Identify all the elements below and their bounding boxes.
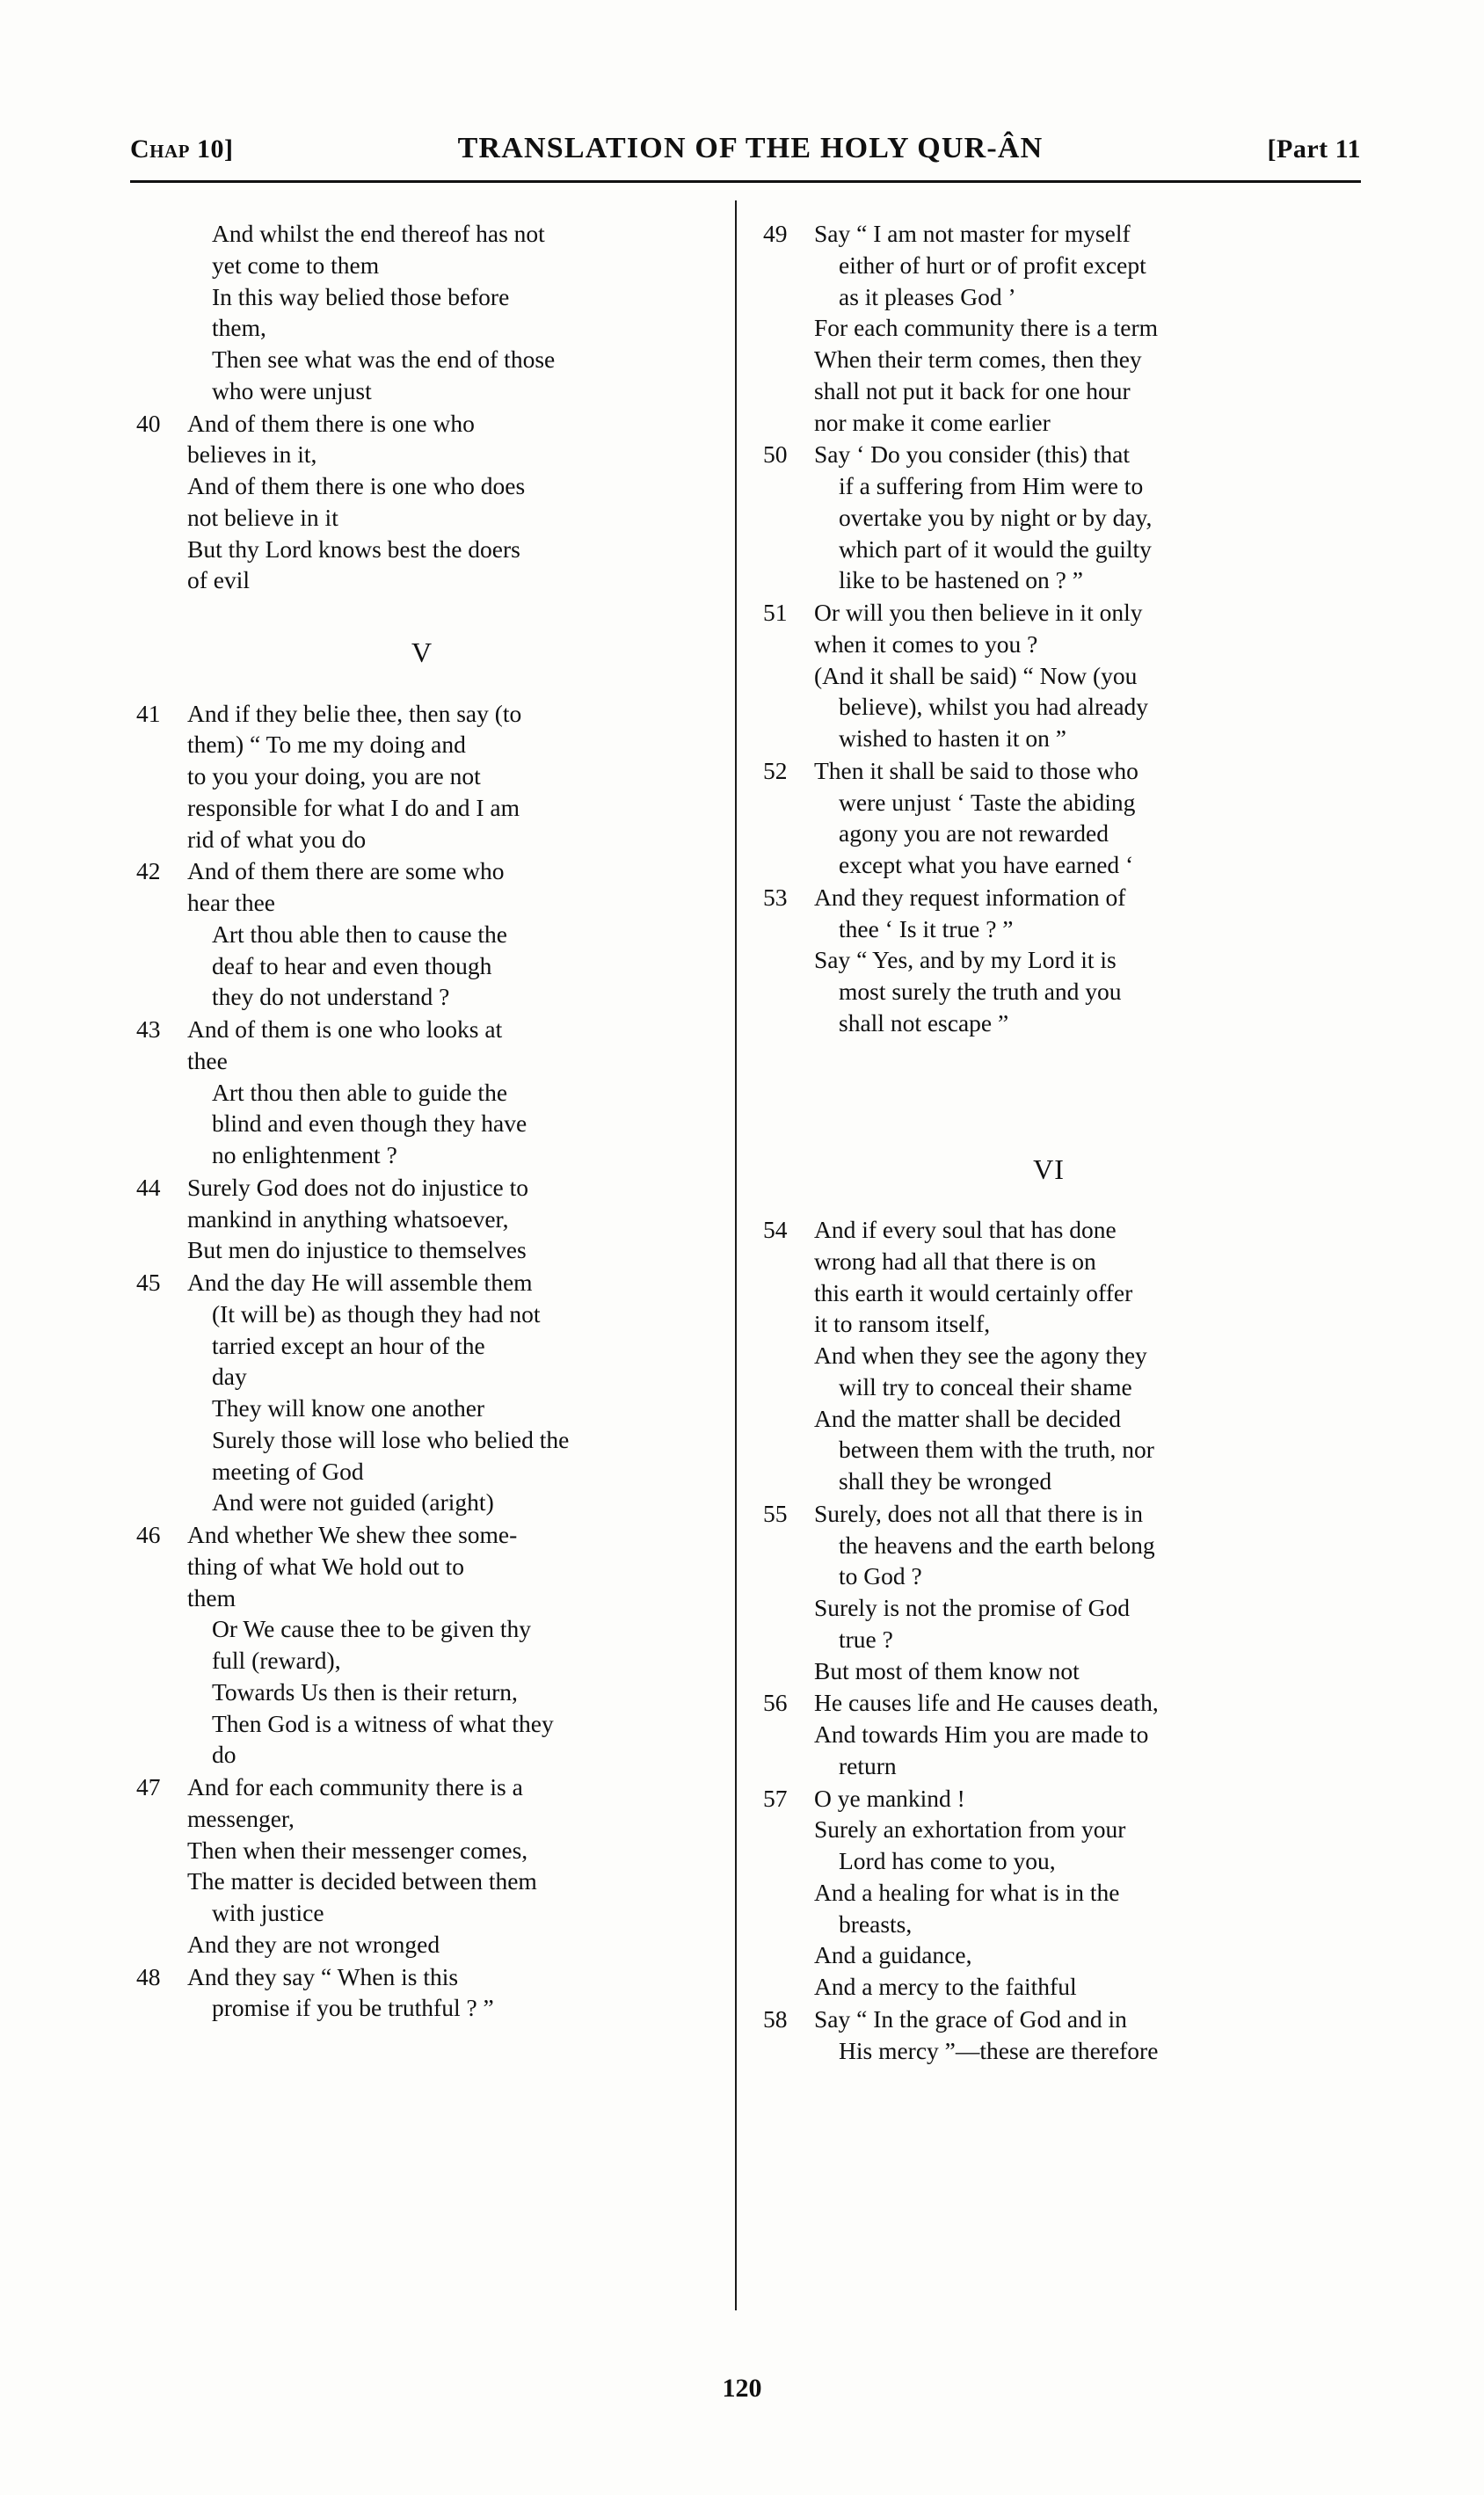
verse-line: most surely the truth and you bbox=[839, 978, 1122, 1005]
verse-number: 45 bbox=[136, 1269, 161, 1297]
verse-body bbox=[187, 1172, 708, 1266]
verse-line: mankind in anything whatsoever, bbox=[187, 1204, 509, 1233]
verse-number: 46 bbox=[136, 1521, 161, 1549]
verse-line: return bbox=[839, 1751, 897, 1779]
verse-line: And the matter shall be decided bbox=[814, 1404, 1121, 1432]
verse-line: responsible for what I do and I am bbox=[187, 793, 520, 821]
verse-line: when it comes to you ? bbox=[814, 629, 1038, 658]
verse-line: rid of what you do bbox=[187, 825, 367, 853]
verse-body bbox=[187, 218, 708, 407]
part-indicator: [Part 11 bbox=[1267, 135, 1361, 164]
verse-number: 40 bbox=[136, 409, 161, 437]
verse-line: And the day He will assemble them bbox=[187, 1269, 533, 1297]
verse-number: 58 bbox=[763, 2004, 788, 2033]
verse-line: And towards Him you are made to bbox=[814, 1720, 1149, 1749]
verse-number: 47 bbox=[136, 1773, 161, 1801]
verse-line: wrong had all that there is on bbox=[814, 1247, 1096, 1275]
verse-line: O ye mankind ! bbox=[814, 1784, 965, 1812]
verse-line: overtake you by night or by day, bbox=[839, 503, 1153, 531]
column-divider bbox=[735, 200, 737, 2310]
verse-line: believes in it, bbox=[187, 440, 317, 469]
verse-line: In this way belied those before bbox=[212, 282, 510, 310]
verse-line: But most of them know not bbox=[814, 1656, 1080, 1684]
page-number: 120 bbox=[722, 2374, 762, 2403]
verse-48 bbox=[136, 1961, 708, 2025]
verse-body bbox=[187, 1267, 708, 1518]
verse-line: When their term comes, then they bbox=[814, 346, 1142, 373]
verse-line: with justice bbox=[212, 1899, 324, 1927]
verse-line: Surely an exhortation from your bbox=[814, 1815, 1126, 1844]
verse-line: And for each community there is a bbox=[187, 1773, 523, 1801]
verse-line: if a suffering from Him were to bbox=[839, 472, 1144, 499]
verse-44 bbox=[136, 1172, 708, 1266]
verse-line: Surely, does not all that there is in bbox=[814, 1499, 1143, 1527]
verse-number: 55 bbox=[763, 1499, 788, 1527]
verse-45 bbox=[136, 1267, 708, 1518]
verse-line: And of them there is one who bbox=[187, 409, 475, 437]
verse-line: nor make it come earlier bbox=[814, 408, 1051, 436]
verse-body bbox=[814, 1214, 1335, 1497]
verse-line: true ? bbox=[839, 1625, 893, 1653]
verse-line: them bbox=[187, 1583, 236, 1611]
verse-body bbox=[814, 2004, 1335, 2067]
verse-40 bbox=[136, 408, 708, 597]
verse-line: of evil bbox=[187, 566, 251, 594]
verse-line: And a mercy to the faithful bbox=[814, 1973, 1077, 2001]
continued-verse bbox=[136, 218, 708, 407]
verse-line: who were unjust bbox=[212, 376, 372, 404]
verse-line: were unjust ‘ Taste the abiding bbox=[839, 788, 1136, 816]
chapter-indicator: Chap 10] bbox=[130, 135, 234, 164]
verse-line: thee bbox=[187, 1046, 228, 1074]
verse-line: between them with the truth, nor bbox=[839, 1436, 1154, 1464]
verse-line: shall not put it back for one hour bbox=[814, 376, 1131, 404]
verse-line: shall not escape ” bbox=[839, 1008, 1009, 1037]
page-title: TRANSLATION OF THE HOLY QUR-ÂN bbox=[457, 132, 1044, 164]
right-column bbox=[763, 218, 1335, 2067]
verse-number: 49 bbox=[763, 220, 788, 247]
verse-line: Then it shall be said to those who bbox=[814, 756, 1138, 784]
verse-line: yet come to them bbox=[212, 251, 380, 279]
verse-line: agony you are not rewarded bbox=[839, 819, 1109, 847]
verse-line: Or will you then believe in it only bbox=[814, 599, 1143, 626]
verse-line: And they are not wronged bbox=[187, 1930, 440, 1958]
running-header bbox=[130, 132, 1361, 165]
verse-47 bbox=[136, 1771, 708, 1960]
verse-line: thing of what We hold out to bbox=[187, 1552, 465, 1580]
verse-line: which part of it would the guilty bbox=[839, 535, 1152, 563]
verse-line: His mercy ”—these are therefore bbox=[839, 2036, 1159, 2064]
verse-body bbox=[814, 218, 1335, 438]
verse-line: believe), whilst you had already bbox=[839, 693, 1149, 721]
verse-line: And a healing for what is in the bbox=[814, 1878, 1120, 1906]
verse-body bbox=[187, 1771, 708, 1960]
verse-line: And they say “ When is this bbox=[187, 1962, 459, 1990]
verse-line: And were not guided (aright) bbox=[212, 1488, 494, 1517]
verse-number: 43 bbox=[136, 1015, 161, 1044]
verse-number: 52 bbox=[763, 756, 788, 784]
header-rule bbox=[130, 180, 1361, 183]
verse-43 bbox=[136, 1014, 708, 1171]
verse-55 bbox=[763, 1498, 1335, 1687]
verse-body bbox=[814, 597, 1335, 754]
verse-number bbox=[136, 218, 187, 407]
verse-body bbox=[814, 1687, 1335, 1781]
verse-line: And of them there is one who does bbox=[187, 472, 526, 499]
verse-line: (It will be) as though they had not bbox=[212, 1299, 541, 1328]
verse-line: either of hurt or of profit except bbox=[839, 251, 1146, 279]
verse-line: Say “ I am not master for myself bbox=[814, 220, 1131, 247]
verse-number: 51 bbox=[763, 599, 788, 626]
verse-line: And if they belie thee, then say (to bbox=[187, 699, 522, 727]
verse-number: 56 bbox=[763, 1689, 788, 1717]
verse-line: And whilst the end thereof has not bbox=[212, 220, 545, 247]
verse-line: wished to hasten it on ” bbox=[839, 724, 1066, 752]
verse-line: And whether We shew thee some- bbox=[187, 1521, 518, 1549]
verse-line: except what you have earned ‘ bbox=[839, 851, 1134, 878]
verse-line: day bbox=[212, 1363, 247, 1391]
section-heading-vi: VI bbox=[1033, 1153, 1065, 1185]
verse-line: Towards Us then is their return, bbox=[212, 1677, 518, 1706]
verse-line: deaf to hear and even though bbox=[212, 951, 492, 979]
verse-line: as it pleases God ’ bbox=[839, 282, 1016, 310]
verse-body bbox=[187, 698, 708, 855]
verse-line: Say “ In the grace of God and in bbox=[814, 2004, 1127, 2033]
verse-46 bbox=[136, 1519, 708, 1771]
verse-line: And a guidance, bbox=[814, 1941, 972, 1969]
verse-line: And of them is one who looks at bbox=[187, 1015, 503, 1044]
verse-line: breasts, bbox=[839, 1909, 913, 1938]
verse-line: do bbox=[212, 1741, 236, 1769]
verse-line: But men do injustice to themselves bbox=[187, 1236, 527, 1264]
verse-body bbox=[814, 1783, 1335, 2003]
verse-line: And when they see the agony they bbox=[814, 1342, 1147, 1370]
verse-number: 54 bbox=[763, 1216, 788, 1244]
verse-line: full (reward), bbox=[212, 1647, 341, 1675]
verse-50 bbox=[763, 439, 1335, 596]
verse-line: hear thee bbox=[187, 889, 275, 917]
verse-line: it to ransom itself, bbox=[814, 1310, 991, 1338]
verse-line: He causes life and He causes death, bbox=[814, 1689, 1159, 1717]
left-column bbox=[136, 218, 708, 2025]
verse-line: Surely is not the promise of God bbox=[814, 1594, 1130, 1622]
verse-number: 41 bbox=[136, 699, 161, 727]
verse-body bbox=[187, 1961, 708, 2025]
verse-line: shall they be wronged bbox=[839, 1467, 1052, 1495]
verse-line: Or We cause thee to be given thy bbox=[212, 1615, 532, 1643]
verse-line: Say “ Yes, and by my Lord it is bbox=[814, 946, 1117, 974]
verse-body bbox=[814, 1498, 1335, 1687]
verse-line: Art thou able then to cause the bbox=[212, 920, 508, 948]
verse-number: 50 bbox=[763, 440, 788, 469]
verse-line: And they request information of bbox=[814, 883, 1126, 911]
verse-53 bbox=[763, 882, 1335, 1039]
verse-line: like to be hastened on ? ” bbox=[839, 566, 1083, 594]
verse-number: 53 bbox=[763, 883, 788, 911]
verse-line: blind and even though they have bbox=[212, 1109, 527, 1138]
verse-body bbox=[187, 408, 708, 597]
verse-number: 42 bbox=[136, 857, 161, 885]
verse-line: The matter is decided between them bbox=[187, 1867, 537, 1895]
verse-line: no enlightenment ? bbox=[212, 1141, 397, 1169]
verse-line: (And it shall be said) “ Now (you bbox=[814, 661, 1138, 689]
verse-41 bbox=[136, 698, 708, 855]
verse-number: 44 bbox=[136, 1173, 161, 1201]
verse-body bbox=[187, 1519, 708, 1771]
verse-line: promise if you be truthful ? ” bbox=[212, 1994, 494, 2022]
verse-line: Then God is a witness of what they bbox=[212, 1709, 554, 1737]
verse-line: to God ? bbox=[839, 1562, 922, 1590]
section-heading-v: V bbox=[411, 636, 433, 668]
verse-body bbox=[814, 439, 1335, 596]
verse-line: this earth it would certainly offer bbox=[814, 1278, 1133, 1306]
verse-line: And if every soul that has done bbox=[814, 1216, 1117, 1244]
verse-body bbox=[814, 755, 1335, 881]
verse-line: to you your doing, you are not bbox=[187, 762, 481, 790]
verse-line: will try to conceal their shame bbox=[839, 1372, 1132, 1400]
verse-58 bbox=[763, 2004, 1335, 2067]
verse-54 bbox=[763, 1214, 1335, 1497]
verse-51 bbox=[763, 597, 1335, 754]
verse-line: Lord has come to you, bbox=[839, 1847, 1056, 1875]
verse-57 bbox=[763, 1783, 1335, 2003]
verse-line: For each community there is a term bbox=[814, 314, 1158, 342]
verse-56 bbox=[763, 1687, 1335, 1781]
verse-line: thee ‘ Is it true ? ” bbox=[839, 914, 1014, 942]
verse-line: messenger, bbox=[187, 1804, 295, 1832]
verse-line: them, bbox=[212, 314, 266, 342]
verse-line: But thy Lord knows best the doers bbox=[187, 535, 520, 563]
verse-line: Surely God does not do injustice to bbox=[187, 1173, 529, 1201]
verse-line: not believe in it bbox=[187, 503, 338, 531]
verse-line: they do not understand ? bbox=[212, 983, 450, 1011]
verse-42 bbox=[136, 855, 708, 1013]
verse-body bbox=[814, 882, 1335, 1039]
verse-body bbox=[187, 1014, 708, 1171]
verse-line: them) “ To me my doing and bbox=[187, 731, 466, 759]
verse-line: Then see what was the end of those bbox=[212, 346, 556, 373]
verse-line: They will know one another bbox=[212, 1394, 485, 1422]
verse-line: Art thou then able to guide the bbox=[212, 1078, 508, 1106]
verse-line: meeting of God bbox=[212, 1457, 364, 1485]
verse-49 bbox=[763, 218, 1335, 438]
verse-body bbox=[187, 855, 708, 1013]
verse-number: 48 bbox=[136, 1962, 161, 1990]
verse-52 bbox=[763, 755, 1335, 881]
verse-line: Surely those will lose who belied the bbox=[212, 1425, 570, 1453]
verse-line: tarried except an hour of the bbox=[212, 1331, 485, 1359]
verse-line: And of them there are some who bbox=[187, 857, 505, 885]
verse-line: the heavens and the earth belong bbox=[839, 1531, 1155, 1559]
verse-line: Then when their messenger comes, bbox=[187, 1836, 528, 1864]
verse-number: 57 bbox=[763, 1784, 788, 1812]
verse-line: Say ‘ Do you consider (this) that bbox=[814, 440, 1130, 469]
